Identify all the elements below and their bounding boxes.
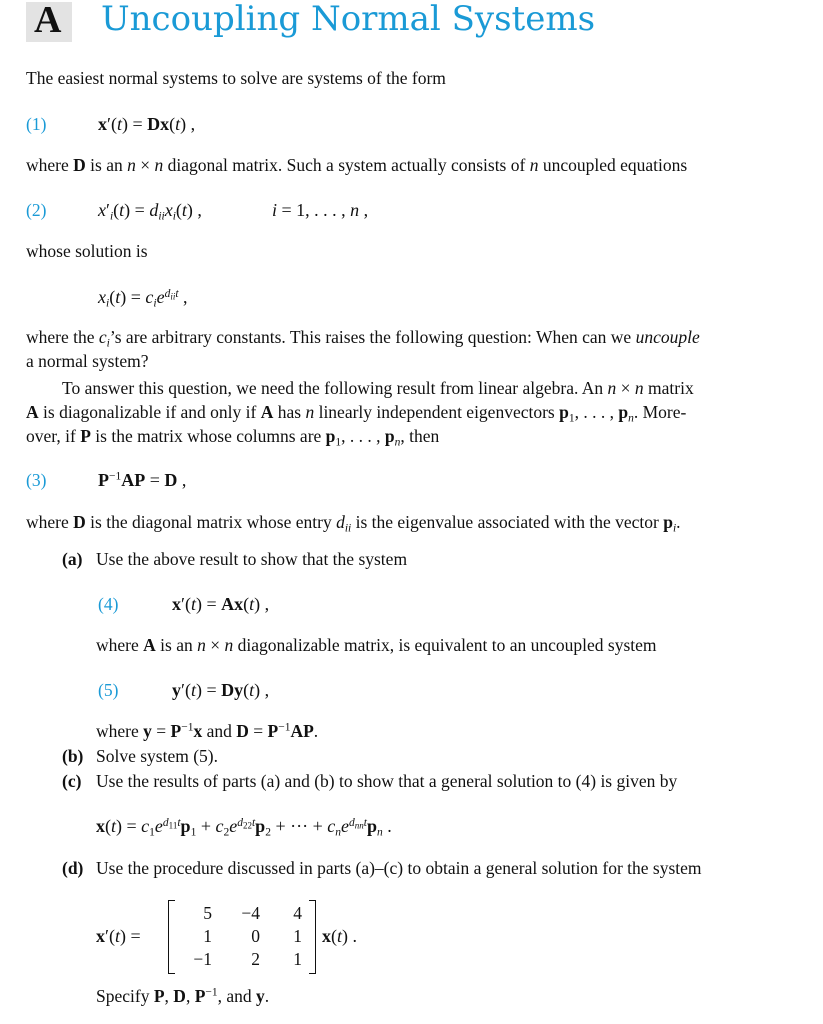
solution-equation: $x_i(t) = c_ie^{d_{ii}t}$ , bbox=[98, 287, 188, 310]
section-letter: A bbox=[34, 0, 62, 41]
matrix-cell-r2c1: 1 bbox=[203, 926, 212, 946]
matrix-right-bracket bbox=[309, 900, 316, 974]
general-solution-equation: $x(t) = c_1e^{d_{11}t}p_1 + c_2e^{d_{22}t}p_2$ + ··· + $c_ne^{d_{nn}t}p_n$ . bbox=[96, 816, 392, 839]
matrix-system-lhs: x′(t) = bbox=[96, 926, 141, 946]
part-c-label: (c) bbox=[62, 771, 82, 791]
part-d-label: (d) bbox=[62, 858, 84, 878]
equation-number-4: (4) bbox=[98, 594, 119, 614]
page-title: Uncoupling Normal Systems bbox=[101, 0, 596, 39]
equation-number-5: (5) bbox=[98, 680, 119, 700]
part-b-label: (b) bbox=[62, 746, 84, 766]
matrix-cell-r3c3: 1 bbox=[293, 949, 302, 969]
paragraph-linear-algebra-line2: A is diagonalizable if and only if A has n linearly independent eigenvectors $p_1$, . . . , $p_n$. More- bbox=[26, 402, 687, 425]
part-c-text: Use the results of parts (a) and (b) to show that a general solution to (4) is given by bbox=[96, 771, 678, 791]
part-b-text: Solve system (5). bbox=[96, 746, 219, 766]
matrix-cell-r2c2: 0 bbox=[251, 926, 260, 946]
paragraph-constants-line1: where the $c_i’s$ are arbitrary constants. This raises the following question: When can we uncouple bbox=[26, 327, 700, 350]
paragraph-linear-algebra-line3: over, if P is the matrix whose columns are $p_1$, . . . , $p_n$, then bbox=[26, 426, 440, 449]
matrix-cell-r1c2: −4 bbox=[241, 903, 260, 923]
equation-1: x′(t) = Dx(t) , bbox=[98, 114, 196, 134]
part-a-label: (a) bbox=[62, 549, 83, 569]
matrix-cell-r2c3: 1 bbox=[293, 926, 302, 946]
coefficient-matrix bbox=[168, 900, 316, 972]
matrix-cell-r3c1: −1 bbox=[193, 949, 212, 969]
diagonal-matrix-text: where D is an n × n diagonal matrix. Such a system actually consists of n uncoupled equations bbox=[26, 155, 688, 175]
paragraph-constants-line2: a normal system? bbox=[26, 351, 149, 371]
paragraph-linear-algebra-line1: To answer this question, we need the following result from linear algebra. An n × n matrix bbox=[62, 378, 694, 398]
equation-5: y′(t) = Dy(t) , bbox=[172, 680, 270, 700]
equation-2: $x'_i(t) = d_{ii}x_i(t)$ , bbox=[98, 200, 202, 223]
matrix-cell-r1c3: 4 bbox=[293, 903, 302, 923]
whose-solution-text: whose solution is bbox=[26, 241, 148, 261]
specify-text: Specify P, D, $P^{-1}$, and y. bbox=[96, 986, 270, 1006]
matrix-left-bracket bbox=[168, 900, 175, 974]
paragraph-eigenvalue: where D is the diagonal matrix whose entry $d_{ii}$ is the eigenvalue associated with the vector $p_i$. bbox=[26, 512, 681, 535]
equation-2-index-range: i = 1, . . . , n , bbox=[272, 200, 369, 220]
part-a-line3: where $y = P^{-1}x$ and $D = P^{-1}AP$. bbox=[96, 721, 319, 741]
intro-text: The easiest normal systems to solve are systems of the form bbox=[26, 68, 446, 88]
matrix-cell-r3c2: 2 bbox=[251, 949, 260, 969]
equation-number-1: (1) bbox=[26, 114, 47, 134]
equation-3: $P^{-1}AP = D$ , bbox=[98, 470, 187, 490]
matrix-system-rhs: x(t) . bbox=[322, 926, 358, 946]
equation-number-2: (2) bbox=[26, 200, 47, 220]
part-a-line2: where A is an n × n diagonalizable matrix, is equivalent to an uncoupled system bbox=[96, 635, 657, 655]
matrix-cell-r1c1: 5 bbox=[203, 903, 212, 923]
equation-number-3: (3) bbox=[26, 470, 47, 490]
part-a-text: Use the above result to show that the system bbox=[96, 549, 408, 569]
equation-4: x′(t) = Ax(t) , bbox=[172, 594, 270, 614]
part-d-text: Use the procedure discussed in parts (a)–(c) to obtain a general solution for the system bbox=[96, 858, 702, 878]
